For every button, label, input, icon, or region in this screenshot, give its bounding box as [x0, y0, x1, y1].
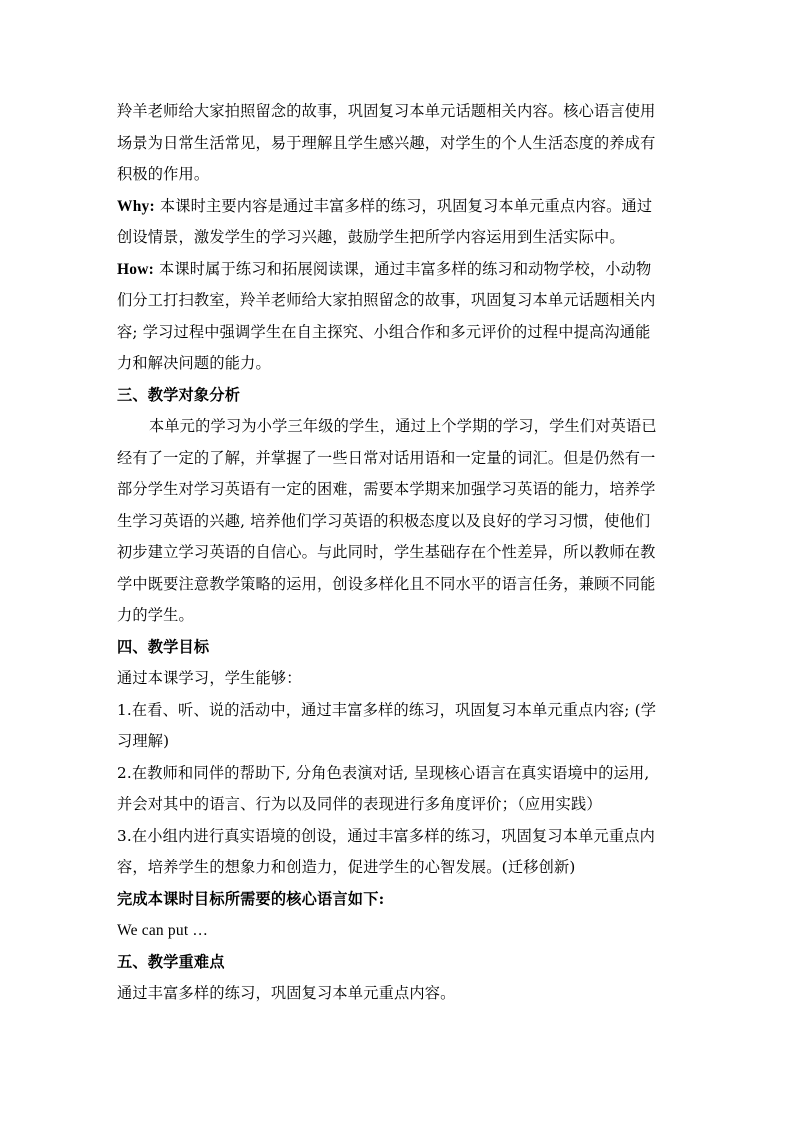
core-language-heading: 完成本课时目标所需要的核心语言如下:	[117, 889, 385, 908]
goal-line: 容，培养学生的想象力和创造力，促进学生的心智发展。(迁移创新)	[117, 858, 576, 876]
why-label: Why:	[117, 197, 155, 215]
analysis-line: 生学习英语的兴趣, 培养他们学习英语的积极态度以及良好的学习习惯，使他们	[117, 511, 651, 530]
how-line: 力和解决问题的能力。	[117, 354, 271, 372]
intro-paragraph	[117, 96, 681, 191]
document-body	[117, 96, 681, 1010]
why-line: 创设情景，激发学生的学习兴趣，鼓励学生把所学内容运用到生活实际中。	[117, 228, 625, 246]
goal-item-1	[117, 695, 681, 758]
analysis-line: 力的学生。	[117, 606, 194, 624]
how-line: 们分工打扫教室，羚羊老师给大家拍照留念的故事，巩固复习本单元话题相关内	[117, 291, 656, 309]
goals-intro: 通过本课学习，学生能够：	[117, 669, 302, 687]
goal-item-3	[117, 821, 681, 884]
goal-line: 1.在看、听、说的活动中，通过丰富多样的练习，巩固复习本单元重点内容; (学	[117, 700, 657, 719]
how-label: How:	[117, 260, 154, 278]
section-heading-key-points: 五、教学重难点	[117, 952, 225, 971]
intro-line: 积极的作用。	[117, 165, 210, 183]
section-heading-teaching-goals: 四、教学目标	[117, 637, 210, 656]
why-paragraph	[117, 191, 681, 254]
intro-line: 场景为日常生活常见，易于理解且学生感兴趣，对学生的个人生活态度的养成有	[117, 133, 656, 152]
goal-line: 3.在小组内进行真实语境的创设，通过丰富多样的练习，巩固复习本单元重点内	[117, 826, 656, 845]
goal-item-2	[117, 758, 681, 821]
core-language-text: We can put …	[117, 922, 209, 939]
how-line: 容; 学习过程中强调学生在自主探究、小组合作和多元评价的过程中提高沟通能	[117, 322, 651, 341]
analysis-line: 学中既要注意教学策略的运用，创设多样化且不同水平的语言任务，兼顾不同能	[117, 574, 656, 593]
student-analysis-paragraph	[117, 411, 681, 632]
how-paragraph	[117, 254, 681, 380]
why-line: 本课时主要内容是通过丰富多样的练习，巩固复习本单元重点内容。通过	[154, 196, 653, 215]
analysis-line: 部分学生对学习英语有一定的困难，需要本学期来加强学习英语的能力，培养学	[117, 480, 656, 498]
goal-line: 2.在教师和同伴的帮助下, 分角色表演对话, 呈现核心语言在真实语境中的运用,	[117, 763, 650, 782]
key-points-text: 通过丰富多样的练习，巩固复习本单元重点内容。	[117, 984, 456, 1002]
analysis-line: 初步建立学习英语的自信心。与此同时，学生基础存在个性差异，所以教师在教	[117, 543, 656, 561]
section-heading-student-analysis: 三、教学对象分析	[117, 385, 241, 404]
intro-line: 羚羊老师给大家拍照留念的故事，巩固复习本单元话题相关内容。核心语言使用	[117, 102, 656, 120]
goal-line: 并会对其中的语言、行为以及同伴的表现进行多角度评价；（应用实践）	[117, 795, 602, 813]
how-line: 本课时属于练习和拓展阅读课，通过丰富多样的练习和动物学校，小动物	[153, 259, 652, 278]
analysis-line: 本单元的学习为小学三年级的学生，通过上个学期的学习，学生们对英语已	[149, 417, 657, 435]
analysis-line: 经有了一定的了解，并掌握了一些日常对话用语和一定量的词汇。但是仍然有一	[117, 448, 656, 467]
goal-line: 习理解)	[117, 732, 170, 750]
